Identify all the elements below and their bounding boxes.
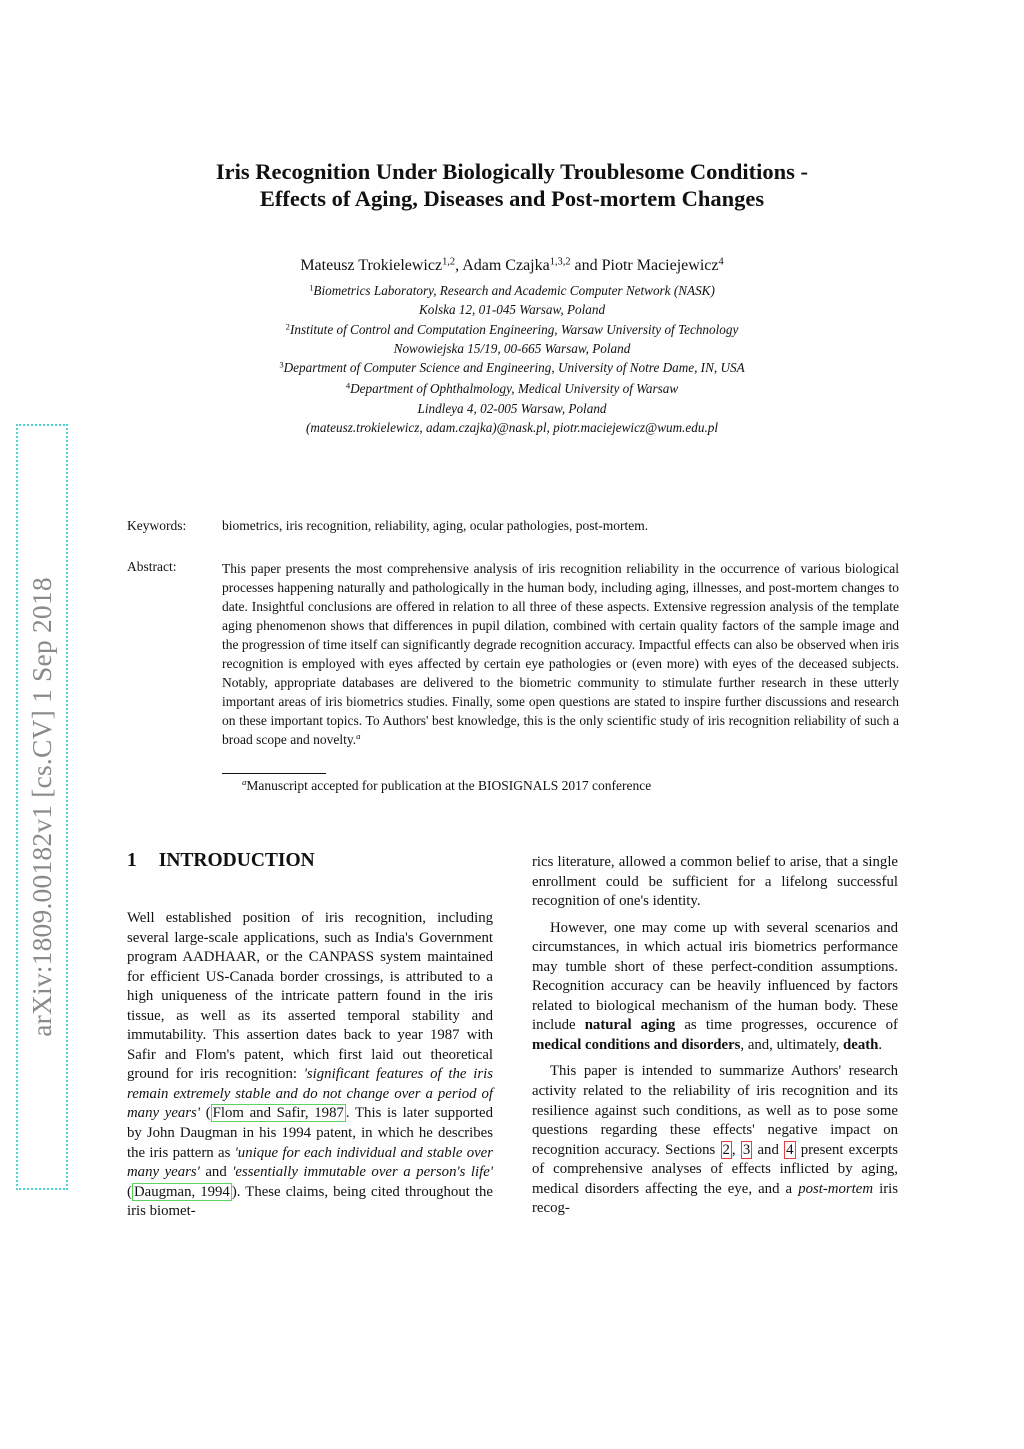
footnote-rule	[222, 773, 326, 774]
intro-left-column	[127, 909, 493, 1222]
author-name: Piotr Maciejewicz	[601, 257, 719, 274]
section-ref-link[interactable]: 4	[786, 1141, 794, 1158]
abstract-label: Abstract:	[127, 559, 177, 574]
intro-paragraph-1: Well established position of iris recognition, including several large-scale applications, such as India's Government program AADHAAR, or the CANPASS system maintained for efficient US-Canada border crossings, is attributed to a high uniqueness of the intricate pattern found in the iris tissue, as well as its asserted temporal stability and immutability. This assertion dates back to year 1987 with Safir and Flom's patent, which first laid out theoretical ground for iris recognition: 'significant features of the iris remain extremely stable and do not change over a period of many years' ( Flom and Safir, 1987 . This is later supported by John Daugman in his 1994 patent, in which he describes the iris pattern as 'unique for each individual and stable over many years' and 'essentially immutable over a person's life' ( Daugman, 1994 ). These claims, being cited throughout the iris biomet-	[127, 910, 494, 1220]
affiliations	[120, 281, 904, 437]
body-text: .	[878, 1036, 883, 1053]
body-text: as time progresses, occurence of	[675, 1017, 898, 1034]
author-list	[120, 255, 904, 277]
body-text: , and, ultimately,	[740, 1036, 844, 1053]
affiliation-4	[120, 379, 904, 398]
affiliation-name: Department of Ophthalmology, Medical University of Warsaw	[350, 381, 679, 397]
intro-paragraph-3	[532, 1062, 898, 1218]
author-affiliation-mark: 4	[718, 256, 724, 268]
keywords-text: biometrics, iris recognition, reliability, aging, ocular pathologies, post-mortem.	[222, 518, 649, 533]
affiliation-3	[120, 358, 904, 377]
affiliation-2-address: Nowowiejska 15/19, 00-665 Warsaw, Poland	[393, 340, 631, 356]
abstract-text: This paper presents the most comprehensive analysis of iris recognition reliability in the occurrence of various biological processes happening naturally and pathologically in the human body, including aging, illnesses, and post-mortem changes to date. Insightful conclusions are offered in relation to all three of these aspects. Extensive regression analysis of the template aging phenomenon shows that differences in pupil dilation, combined with certain quality factors of the sample image and the progression of time itself can significantly degrade recognition accuracy. Impactful effects can also be observed when iris recognition is employed with eyes affected by certain eye pathologies or (even more) with eyes of the deceased subjects. Notably, appropriate databases are delivered to the biometric community to stimulate further research in these utterly important areas of iris biometrics studies. Finally, some open questions are stated to inspire further discussions and research on these important topics. To Authors' best knowledge, this is the only scientific study of iris recognition reliability of such a broad scope and novelty.	[222, 561, 899, 747]
author-separator: and	[570, 257, 602, 274]
citation-link[interactable]: Daugman, 1994	[133, 1183, 230, 1200]
citation-link[interactable]: Flom and Safir, 1987	[212, 1105, 344, 1122]
author-name: Mateusz Trokielewicz	[300, 257, 443, 274]
affiliation-name: Department of Computer Science and Engineering, University of Notre Dame, IN, USA	[283, 360, 745, 376]
author-affiliation-mark: 1,3,2	[549, 256, 571, 268]
emphasis: post-mortem	[798, 1180, 874, 1197]
section-heading	[127, 850, 315, 872]
section-number: 1	[127, 850, 137, 871]
affiliation-number: 4	[345, 380, 351, 391]
affiliation-name: Biometrics Laboratory, Research and Academic Computer Network (NASK)	[313, 283, 715, 298]
affiliation-name: Institute of Control and Computation Engineering, Warsaw University of Technology	[289, 321, 739, 337]
keywords-label: Keywords:	[127, 518, 187, 533]
affiliation-1-address: Kolska 12, 01-045 Warsaw, Poland	[418, 302, 606, 318]
quote: 'essentially immutable over a person's life'	[232, 1164, 494, 1181]
author-separator: ,	[455, 257, 463, 274]
quote: 'unique for each individual and stable over many years'	[127, 1144, 493, 1181]
intro-paragraph-continued: rics literature, allowed a common belief to arise, that a single enrollment could be sufficient for a lifelong successful recognition of one's identity.	[532, 854, 898, 910]
footnote	[242, 778, 651, 794]
arxiv-identifier[interactable]: arXiv:1809.00182v1 [cs.CV] 1 Sep 2018	[26, 577, 57, 1037]
body-text: Well established position of iris recognition, including several large-scale applications, such as India's Government program AADHAAR, or the CANPASS system maintained for efficient US-Canada border crossings, is attributed to a high uniqueness of the intricate pattern found in the iris tissue, as well as its asserted temporal stability and immutability. This assertion dates back to year 1987 with Safir and Flom's patent, which first laid out theoretical ground for iris recognition:	[127, 910, 493, 1083]
body-text: ,	[731, 1141, 741, 1158]
author-affiliation-mark: 1,2	[442, 256, 456, 268]
intro-right-column	[532, 853, 898, 1219]
body-text: and	[199, 1164, 233, 1181]
quote: 'significant features of the iris remain extremely stable and do not change over a period of many years'	[127, 1066, 493, 1122]
arxiv-sidebar	[16, 424, 68, 1190]
body-text: . This is later supported by John Daugman in his 1994 patent, in which he describes the iris pattern as	[127, 1105, 493, 1161]
body-text: and	[752, 1141, 785, 1158]
abstract-footnote-mark: a	[356, 731, 361, 742]
emphasis: death	[843, 1036, 879, 1053]
body-text: This paper is intended to summarize Authors' research activity related to the reliability of iris recognition and its resilience against such conditions, as well as to pose some questions regarding these effects' negative impact on recognition accuracy. Sections	[532, 1063, 898, 1158]
section-ref-link[interactable]: 2	[722, 1141, 730, 1158]
emphasis: natural aging	[584, 1017, 676, 1034]
affiliation-1	[120, 281, 904, 300]
intro-paragraph-2	[532, 919, 898, 1056]
title-line-2: Effects of Aging, Diseases and Post-mortem Changes	[259, 186, 765, 211]
footnote-text: Manuscript accepted for publication at the BIOSIGNALS 2017 conference	[246, 778, 652, 793]
affiliation-2	[120, 320, 904, 339]
affiliation-number: 1	[309, 282, 314, 293]
author-emails: (mateusz.trokielewicz, adam.czajka)@nask.pl, piotr.maciejewicz@wum.edu.pl	[305, 420, 718, 436]
section-ref-link[interactable]: 3	[742, 1141, 751, 1158]
emphasis: medical conditions and disorders	[532, 1036, 741, 1053]
title-line-1: Iris Recognition Under Biologically Troublesome Conditions -	[215, 159, 809, 184]
body-text: present excerpts of comprehensive analyses of effects inflicted by aging, medical disorders affecting the eye, and a	[532, 1141, 898, 1197]
paper-title	[120, 158, 904, 212]
author-name: Adam Czajka	[462, 257, 550, 274]
body-text: iris recog-	[532, 1180, 899, 1217]
body-text: . These claims, being cited throughout the iris biomet-	[127, 1183, 493, 1220]
affiliation-4-address: Lindleya 4, 02-005 Warsaw, Poland	[417, 400, 607, 416]
abstract-body	[222, 559, 899, 749]
affiliation-number: 3	[279, 359, 284, 370]
affiliation-number: 2	[285, 320, 290, 331]
section-title: INTRODUCTION	[158, 850, 315, 871]
body-text: However, one may come up with several scenarios and circumstances, in which actual iris biometrics performance may tumble short of these perfect-condition assumptions. Recognition accuracy can be heavily influenced by factors related to biological mechanism of the human body. These include	[532, 919, 898, 1034]
footnote-mark: a	[242, 777, 247, 788]
